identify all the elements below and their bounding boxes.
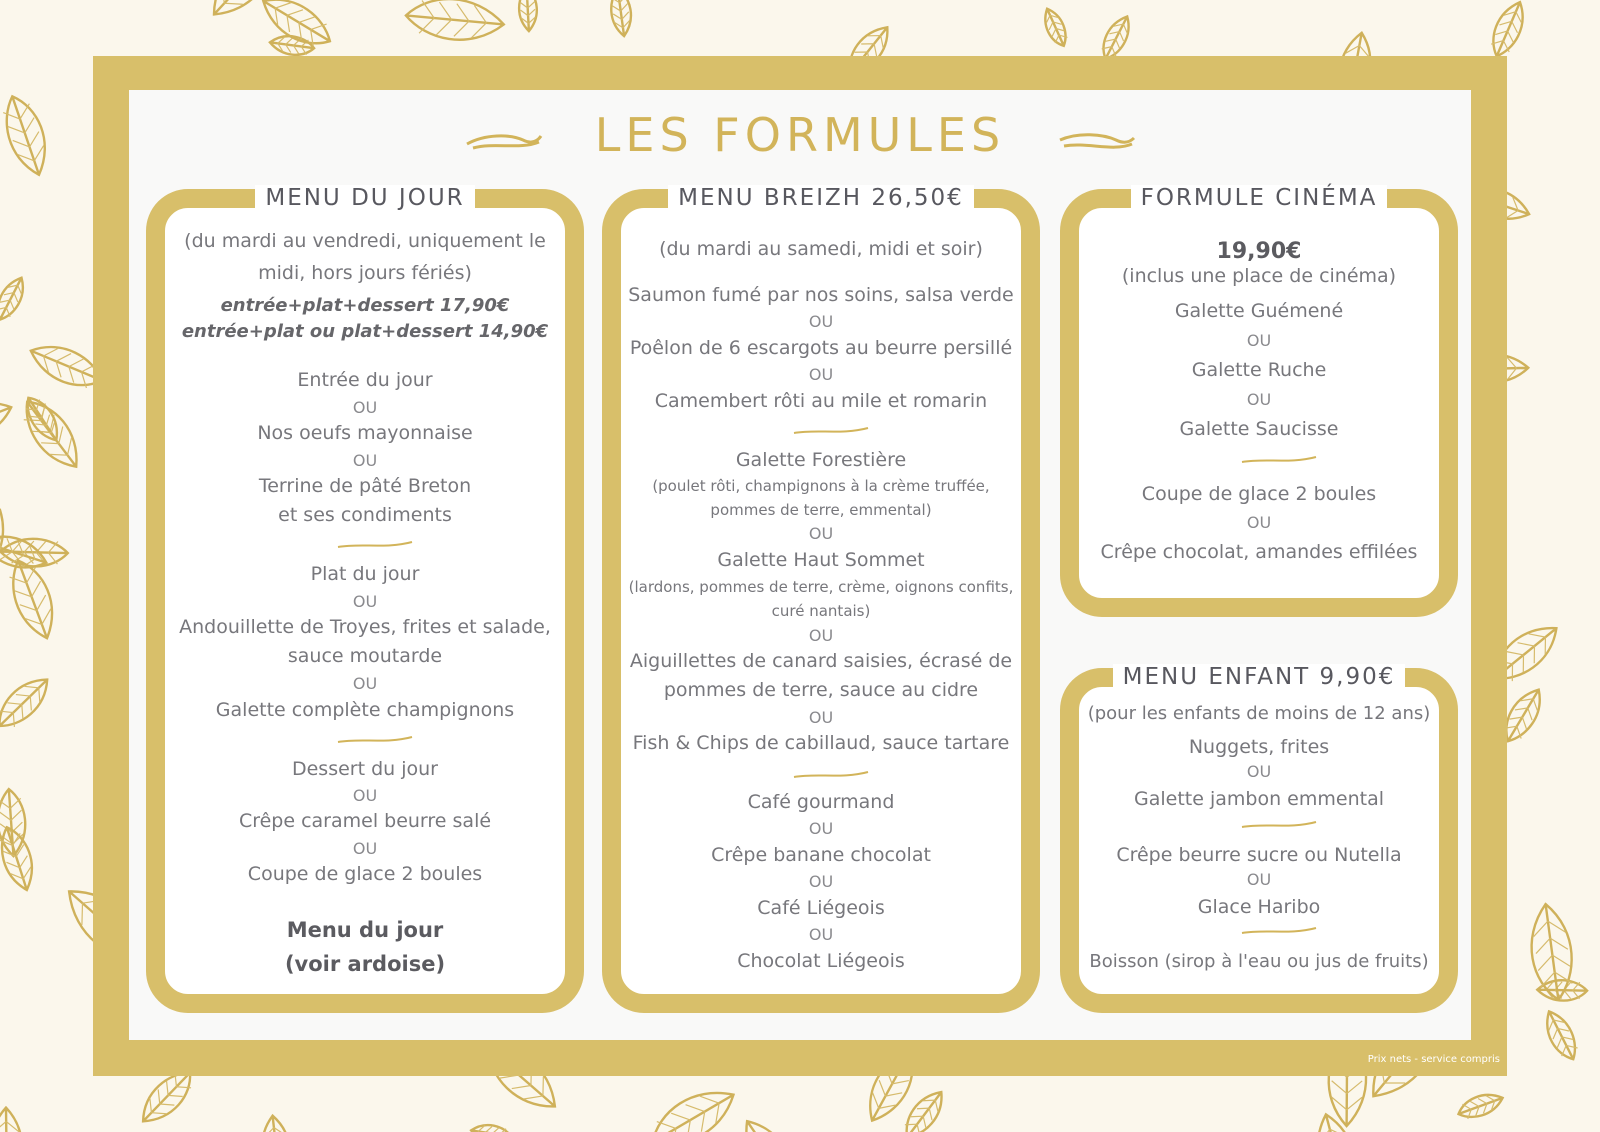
menu-item: Plat du jour (310, 563, 420, 585)
swirl-left-icon (465, 128, 543, 156)
page-title: LES FORMULES (594, 108, 1006, 162)
menu-item: Crêpe beurre sucre ou Nutella (1116, 844, 1402, 866)
menu-item-description: curé nantais) (771, 602, 871, 620)
menu-item: Crêpe chocolat, amandes effilées (1100, 541, 1418, 563)
ou-label: OU (1246, 762, 1272, 781)
leaf-shape (733, 1112, 805, 1132)
card-menu-breizh (602, 185, 1040, 1013)
menu-item: Dessert du jour (291, 758, 438, 780)
menu-item: Entrée du jour (297, 369, 433, 391)
ou-label: OU (808, 708, 834, 727)
menu-enfant-heading: MENU ENFANT 9,90€ (1113, 664, 1406, 690)
menu-breizh-subtitle: (du mardi au samedi, midi et soir) (659, 238, 983, 260)
menu-item: Galette Saucisse (1179, 418, 1339, 440)
leaf-shape (1455, 1089, 1506, 1123)
menu-item: Fish & Chips de cabillaud, sauce tartare (632, 732, 1010, 754)
menu-du-jour-price: entrée+plat ou plat+dessert 14,90€ (181, 321, 549, 342)
menu-item: pommes de terre, sauce au cidre (663, 679, 979, 701)
menu-item-description: (lardons, pommes de terre, crème, oignons confits, (628, 578, 1014, 596)
ou-label: OU (808, 626, 834, 645)
menu-item-description: (poulet rôti, champignons à la crème truffée, (652, 477, 990, 495)
ou-label: OU (808, 872, 834, 891)
leaf-shape (3, 555, 64, 644)
leaf-shape (643, 1078, 743, 1132)
menu-du-jour-subtitle: midi, hors jours fériés) (258, 262, 472, 284)
menu-du-jour-note: (voir ardoise) (284, 952, 446, 976)
menu-item: Coupe de glace 2 boules (247, 863, 483, 885)
ou-label: OU (1246, 331, 1272, 350)
menu-item: Crêpe banane chocolat (711, 844, 931, 866)
menu-item: Saumon fumé par nos soins, salsa verde (628, 284, 1014, 306)
leaf-shape (470, 1122, 512, 1132)
menu-item: Chocolat Liégeois (737, 950, 905, 972)
menu-item: Galette Forestière (735, 449, 907, 471)
footer-note: Prix nets - service compris (1367, 1054, 1500, 1065)
formule-cinema-price: 19,90€ (1216, 239, 1302, 264)
leaf-shape (1039, 5, 1071, 49)
card-menu-enfant (1060, 664, 1458, 1013)
menu-item: Galette jambon emmental (1134, 788, 1384, 810)
leaf-shape (1485, 0, 1530, 61)
leaf-shape (0, 1107, 22, 1132)
divider-swirl-icon (1240, 925, 1318, 937)
menu-du-jour-subtitle: (du mardi au vendredi, uniquement le (184, 230, 546, 252)
card-menu-du-jour (146, 185, 584, 1013)
ou-label: OU (808, 819, 834, 838)
ou-label: OU (352, 398, 378, 417)
leaf-shape (0, 273, 30, 324)
menu-du-jour-heading: MENU DU JOUR (255, 185, 474, 211)
divider-swirl-icon (1240, 454, 1318, 466)
leaf-shape (202, 0, 285, 27)
ou-label: OU (1246, 390, 1272, 409)
menu-item: et ses condiments (278, 504, 452, 526)
menu-item: Terrine de pâté Breton (258, 475, 472, 497)
ou-label: OU (808, 524, 834, 543)
leaf-shape (259, 1114, 293, 1132)
menu-item: Glace Haribo (1197, 896, 1321, 918)
menu-item: Aiguillettes de canard saisies, écrasé de (629, 650, 1013, 672)
ou-label: OU (808, 925, 834, 944)
menu-item: Crêpe caramel beurre salé (238, 810, 492, 832)
menu-item: Nos oeufs mayonnaise (257, 422, 473, 444)
menu-item-description: pommes de terre, emmental) (710, 501, 932, 519)
divider-swirl-icon (792, 425, 870, 437)
menu-item: Galette Ruche (1191, 359, 1327, 381)
divider-swirl-icon (1240, 819, 1318, 831)
menu-item: Galette complète champignons (215, 699, 515, 721)
divider-swirl-icon (336, 734, 414, 746)
menu-item: Poêlon de 6 escargots au beurre persillé (629, 337, 1013, 359)
menu-item: Andouillette de Troyes, frites et salade, (179, 616, 551, 638)
menu-breizh-heading: MENU BREIZH 26,50€ (668, 185, 974, 211)
ou-label: OU (1246, 870, 1272, 889)
menu-enfant-subtitle: (pour les enfants de moins de 12 ans) (1087, 703, 1431, 724)
leaf-shape (608, 0, 634, 37)
leaf-shape (0, 393, 17, 449)
leaf-shape (0, 670, 56, 736)
divider-swirl-icon (792, 769, 870, 781)
menu-item: Coupe de glace 2 boules (1141, 483, 1377, 505)
ou-label: OU (1246, 513, 1272, 532)
divider-swirl-icon (336, 539, 414, 551)
leaf-shape (404, 0, 506, 44)
ou-label: OU (352, 451, 378, 470)
menu-item: Galette Guémené (1174, 300, 1344, 322)
menu-item: Boisson (sirop à l'eau ou jus de fruits) (1089, 951, 1429, 972)
leaf-shape (1526, 902, 1578, 1003)
menu-item: Galette Haut Sommet (717, 549, 925, 571)
formule-cinema-subtitle: (inclus une place de cinéma) (1121, 265, 1397, 287)
menu-item: Camembert rôti au mile et romarin (654, 390, 988, 412)
menu-item: Nuggets, frites (1188, 736, 1330, 758)
menu-du-jour-price: entrée+plat+dessert 17,90€ (220, 295, 510, 316)
ou-label: OU (352, 674, 378, 693)
ou-label: OU (352, 839, 378, 858)
menu-item: sauce moutarde (287, 645, 443, 667)
menu-item: Café Liégeois (757, 897, 885, 919)
ou-label: OU (352, 786, 378, 805)
leaf-shape (0, 823, 40, 894)
ou-label: OU (808, 312, 834, 331)
swirl-right-icon (1058, 128, 1136, 156)
leaf-shape (518, 0, 538, 32)
card-formule-cinema (1060, 185, 1458, 617)
formule-cinema-heading: FORMULE CINÉMA (1131, 185, 1388, 211)
ou-label: OU (808, 365, 834, 384)
menu-du-jour-note: Menu du jour (286, 918, 444, 942)
ou-label: OU (352, 592, 378, 611)
menu-item: Café gourmand (747, 791, 895, 813)
leaf-shape (1539, 1007, 1583, 1065)
